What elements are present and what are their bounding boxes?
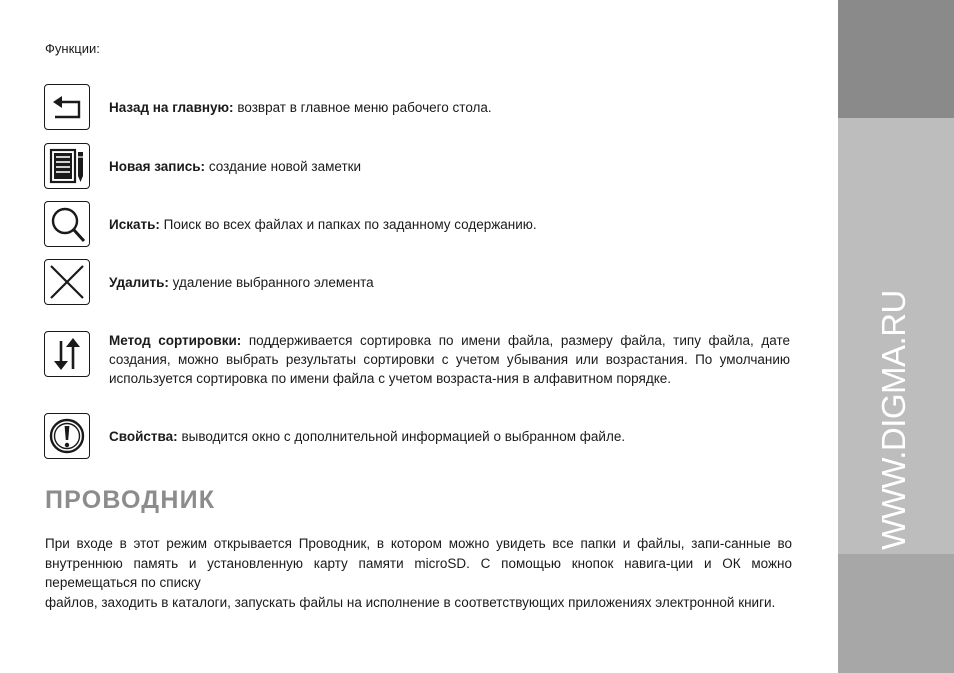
function-title: Искать: <box>109 216 160 232</box>
side-band-top <box>838 0 954 118</box>
search-icon <box>44 201 90 247</box>
new-note-icon <box>44 143 90 189</box>
close-icon <box>44 259 90 305</box>
function-description: создание новой заметки <box>208 158 362 174</box>
function-item-text <box>109 427 625 446</box>
function-title: Новая запись: <box>109 158 206 174</box>
function-title: Метод сортировки: <box>109 333 242 348</box>
sort-arrows-icon <box>44 331 90 377</box>
function-title: Удалить: <box>109 274 169 290</box>
function-item-text <box>109 98 492 117</box>
paragraph-1: При входе в этот режим открывается Проводник, в котором можно увидеть все папки и файлы, запи-санные во внутреннюю память и установленную карту памяти microSD. С помощью кнопок навига-ции и ОК можно перемещаться по списку <box>45 536 792 590</box>
paragraph-2: файлов, заходить в каталоги, запускать файлы на исполнение в соответствующих приложениях электронной книги. <box>45 594 776 610</box>
function-item-text <box>109 215 537 234</box>
function-item-properties <box>44 413 625 459</box>
function-item-text <box>109 331 790 388</box>
function-item-search <box>44 201 537 247</box>
info-exclamation-icon <box>44 413 90 459</box>
website-url: WWW.DIGMA.RU <box>875 290 912 550</box>
function-description: удаление выбранного элемента <box>172 274 374 290</box>
function-title: Назад на главную: <box>109 99 234 115</box>
side-band <box>838 0 954 673</box>
function-title: Свойства: <box>109 428 178 444</box>
function-description: поддерживается сортировка по имени файла, размеру файла, типу файла, дате создания, можно выбрать результаты сортировки с учетом убывания или возрастания. По умолчанию используется сортировка по имени файла с учетом возраста-ния в алфавитном порядке. <box>109 333 790 386</box>
function-description: возврат в главное меню рабочего стола. <box>237 99 492 115</box>
section-title: ПРОВОДНИК <box>45 486 216 514</box>
function-item-text <box>109 157 361 176</box>
back-arrow-icon <box>44 84 90 130</box>
side-band-bottom <box>838 554 954 673</box>
function-description: выводится окно с дополнительной информацией о выбранном файле. <box>181 428 626 444</box>
function-item-delete <box>44 259 374 305</box>
function-item-text <box>109 273 374 292</box>
section-paragraph <box>45 534 792 612</box>
function-item-new-note <box>44 143 361 189</box>
function-item-sort <box>44 331 790 388</box>
functions-label: Функции: <box>45 41 100 56</box>
function-item-back <box>44 84 492 130</box>
function-description: Поиск во всех файлах и папках по заданному содержанию. <box>163 216 537 232</box>
